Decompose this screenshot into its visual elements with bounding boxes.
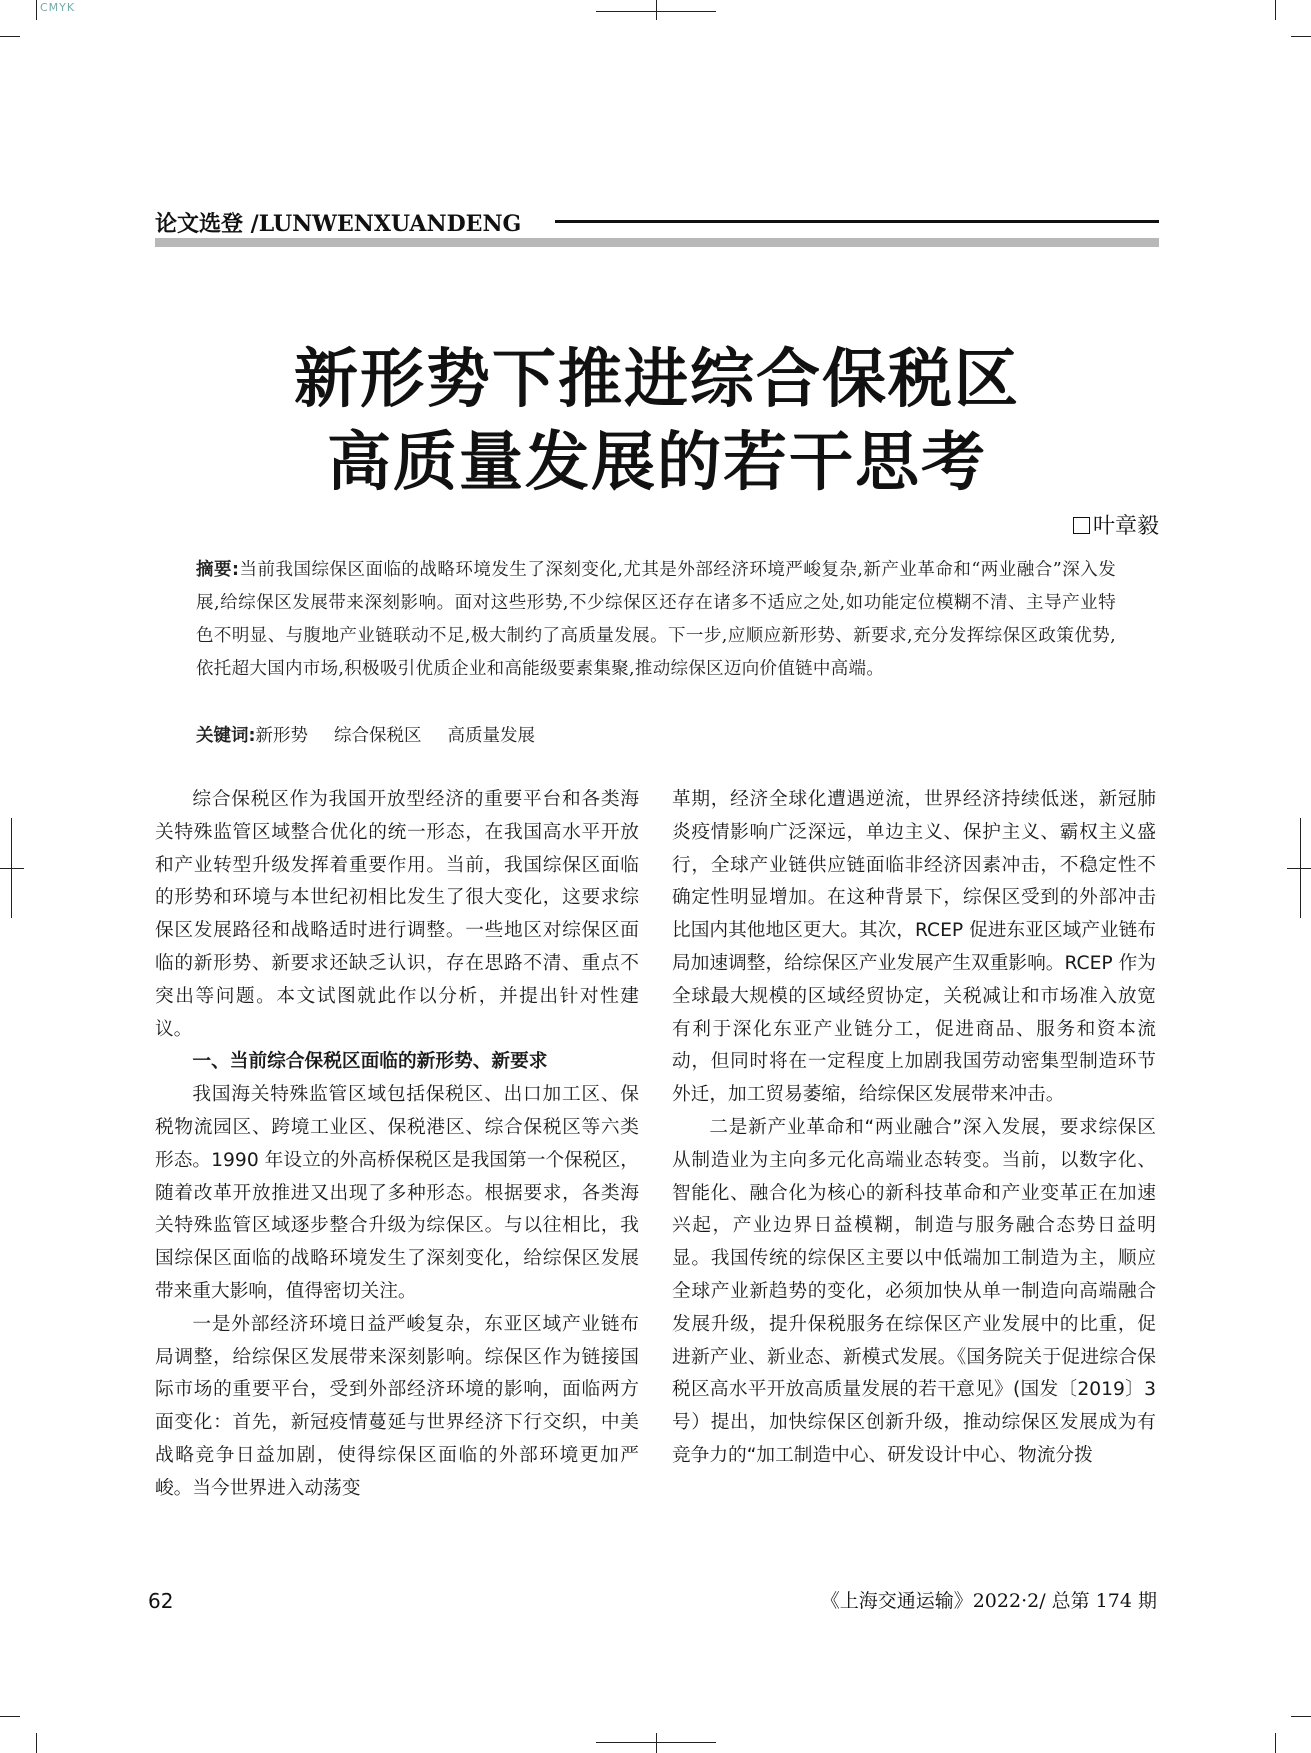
crop-mark-top-right-v (1275, 0, 1276, 20)
abstract (196, 554, 1116, 686)
page-number: 62 (148, 1589, 174, 1613)
body-paragraph: 革期，经济全球化遭遇逆流，世界经济持续低迷，新冠肺炎疫情影响广泛深远，单边主义、保护主义、霸权主义盛行，全球产业链供应链面临非经济因素冲击，不稳定性不确定性明显增加。在这种背景下，综保区受到的外部冲击比国内其他地区更大。其次，RCEP 促进东亚区域产业链布局加速调整，给综保区产业发展产生双重影响。RCEP 作为全球最大规模的区域经贸协定，关税减让和市场准入放宽有利于深化东亚产业链分工，促进商品、服务和资本流动，但同时将在一定程度上加剧我国劳动密集型制造环节外迁，加工贸易萎缩，给综保区发展带来冲击。 (672, 789, 1156, 1106)
section-band (155, 238, 1159, 247)
keyword-item: 新形势 (255, 726, 308, 746)
section-heading: 一、当前综合保税区面临的新形势、新要求 (192, 1051, 548, 1073)
author-box-icon (1073, 517, 1090, 534)
keywords (196, 722, 561, 747)
crop-mark-top-right-h (1291, 36, 1311, 37)
article-title-line-1: 新形势下推进综合保税区 (294, 343, 1020, 417)
body-paragraph: 一是外部经济环境日益严峻复杂，东亚区域产业链布局调整，给综保区发展带来深刻影响。综保区作为链接国际市场的重要平台，受到外部经济环境的影响，面临两方面变化：首先，新冠疫情蔓延与世界经济下行交织，中美战略竞争日益加剧，使得综保区面临的外部环境更加严峻。当今世界进入动荡变 (155, 1313, 639, 1499)
author-name: 叶章毅 (1092, 514, 1159, 539)
crop-mark-top-left-v (36, 0, 37, 20)
body-paragraph: 综合保税区作为我国开放型经济的重要平台和各类海关特殊监管区域整合优化的统一形态，在我国高水平开放和产业转型升级发挥着重要作用。当前，我国综保区面临的形势和环境与本世纪初相比发生了很大变化，这要求综保区发展路径和战略适时进行调整。一些地区对综保区面临的新形势、新要求还缺乏认识，存在思路不清、重点不突出等问题。本文试图就此作以分析，并提出针对性建议。 (155, 789, 639, 1040)
crop-mark-top-center-v (656, 0, 657, 20)
section-header (155, 207, 1159, 237)
abstract-label: 摘要: (196, 560, 240, 580)
body-paragraph: 我国海关特殊监管区域包括保税区、出口加工区、保税物流园区、跨境工业区、保税港区、综合保税区等六类形态。1990 年设立的外高桥保税区是我国第一个保税区，随着改革开放推进又出现了多种形态。根据要求，各类海关特殊监管区域逐步整合升级为综保区。与以往相比，我国综保区面临的战略环境发生了深刻变化，给综保区发展带来重大影响，值得密切关注。 (155, 1084, 639, 1302)
crop-mark-bottom-left-h (0, 1716, 20, 1717)
crop-mark-bottom-center-v (656, 1733, 657, 1753)
crop-mark-top-left-h (0, 36, 20, 37)
article-title-line-2: 高质量发展的若干思考 (327, 426, 987, 500)
keywords-label: 关键词: (196, 726, 256, 746)
crop-mark-bottom-right-h (1291, 1716, 1311, 1717)
body-column-right (672, 784, 1156, 1473)
crop-mark-right-mid-h (1287, 868, 1311, 869)
crop-mark-bottom-right-v (1275, 1733, 1276, 1753)
body-column-left (155, 784, 639, 1506)
section-label: 论文选登 /LUNWENXUANDENG (155, 211, 522, 237)
keyword-item: 综合保税区 (334, 726, 422, 746)
journal-info: 《上海交通运输》2022·2/ 总第 174 期 (820, 1590, 1157, 1612)
author-byline (1073, 509, 1159, 540)
color-registration-label: CMYK (40, 1, 76, 14)
body-paragraph: 二是新产业革命和“两业融合”深入发展，要求综保区从制造业为主向多元化高端业态转变。当前，以数字化、智能化、融合化为核心的新科技革命和产业变革正在加速兴起，产业边界日益模糊，制造与服务融合态势日益明显。我国传统的综保区主要以中低端加工制造为主，顺应全球产业新趋势的变化，必须加快从单一制造向高端融合发展升级，提升保税服务在综保区产业发展中的比重，促进新产业、新业态、新模式发展。《国务院关于促进综合保税区高水平开放高质量发展的若干意见》(国发〔2019〕3 号）提出，加快综保区创新升级，推动综保区发展成为有竞争力的“加工制造中心、研发设计中心、物流分拨 (672, 1116, 1156, 1466)
keyword-item: 高质量发展 (447, 726, 535, 746)
section-rule (555, 220, 1159, 223)
crop-mark-left-mid-h (0, 868, 24, 869)
crop-mark-bottom-left-v (36, 1733, 37, 1753)
abstract-text: 当前我国综保区面临的战略环境发生了深刻变化,尤其是外部经济环境严峻复杂,新产业革命和“两业融合”深入发展,给综保区发展带来深刻影响。面对这些形势,不少综保区还存在诸多不适应之处,如功能定位模糊不清、主导产业特色不明显、与腹地产业链联动不足,极大制约了高质量发展。下一步,应顺应新形势、新要求,充分发挥综保区政策优势,依托超大国内市场,积极吸引优质企业和高能级要素集聚,推动综保区迈向价值链中高端。 (196, 560, 1116, 679)
